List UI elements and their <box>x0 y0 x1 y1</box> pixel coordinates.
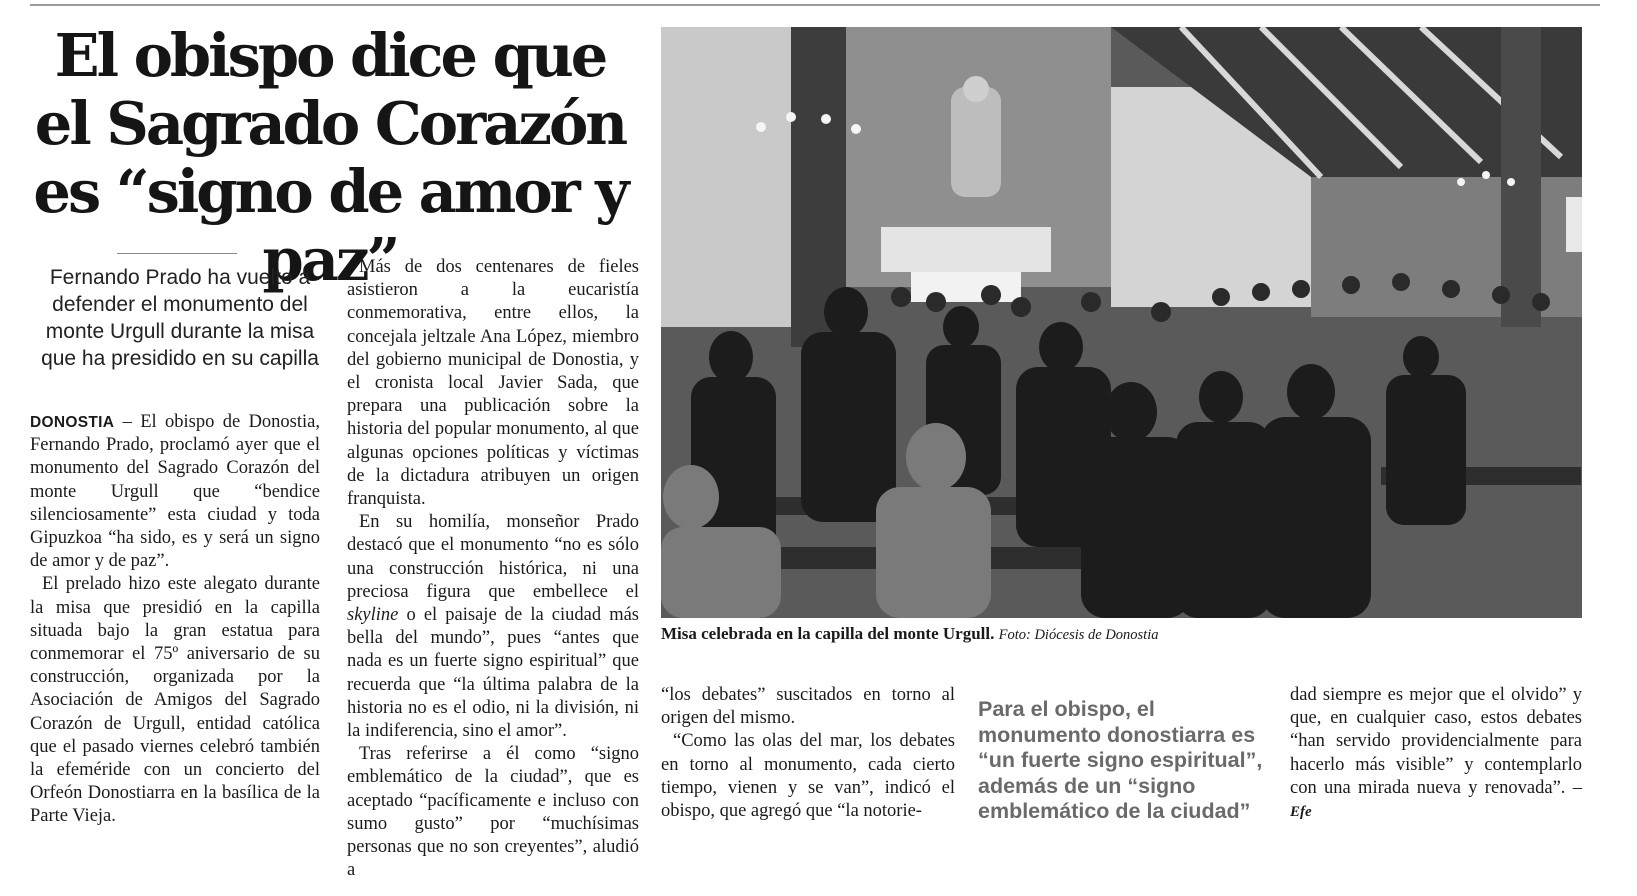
body-column-2 <box>347 256 639 882</box>
closing-text: dad siempre es mejor que el olvido” y que, en cualquier caso, estos debates “han servido providencialmente para hacerlo más visible” y contemplarlo con una mirada nueva y renovada”. – <box>1290 685 1582 798</box>
photo-credit: Foto: Diócesis de Donostia <box>998 627 1159 643</box>
paragraph <box>1290 684 1582 824</box>
paragraph <box>347 511 639 743</box>
photo-illustration <box>661 27 1582 618</box>
agency-signature: Efe <box>1290 804 1312 821</box>
church-photo <box>661 27 1582 618</box>
paragraph: Tras referirse a él como “signo emblemático de la ciudad”, que es aceptado “pacíficamente e incluso con sumo gusto” por “muchísimas personas que no son creyentes”, aludió a <box>347 744 639 881</box>
headline: El obispo dice que el Sagrado Corazón es “signo de amor y paz” <box>33 21 627 294</box>
text-run: En su homilía, monseñor Prado destacó que el monumento “no es sólo una construcción histórica, ni una preciosa figura que embellece el <box>347 512 639 602</box>
pull-quote: Para el obispo, el monumento donostiarra es “un fuerte signo espiritual”, además de un “signo emblemático de la ciudad” <box>978 697 1263 823</box>
body-column-5 <box>1290 684 1582 824</box>
lead-text: – El obispo de Donostia, Fernando Prado, proclamó ayer que el monumento del Sagrado Corazón del monte Urgull que “bendice silenciosamente” esta ciudad y toda Gipuzkoa “ha sido, es y será un signo de amor y de paz”. <box>30 412 320 572</box>
paragraph: “los debates” suscitados en torno al origen del mismo. <box>661 685 955 729</box>
body-column-3 <box>661 684 955 823</box>
lead-paragraph <box>30 411 320 573</box>
dateline: DONOSTIA <box>30 414 115 431</box>
paragraph: Más de dos centenares de fieles asistieron a la eucaristía conmemorativa, entre ellos, la concejala jeltzale Ana López, miembro del gobierno municipal de Donostia, y el cronista local Javier Sada, que prepara una publicación sobre la historia del popular monumento, al que algunas opciones políticas y víctimas de la dictadura atribuyen un origen franquista. <box>347 257 639 510</box>
caption-text: Misa celebrada en la capilla del monte Urgull. <box>661 624 995 643</box>
text-run: o el paisaje de la ciudad más bella del mundo”, pues “antes que nada es un fuerte signo espiritual” que recuerda que “la última palabra de la historia no es el odio, ni la división, ni la indiferencia, sino el amor”. <box>347 605 639 742</box>
subtitle-separator <box>117 253 237 254</box>
subtitle: Fernando Prado ha vuelto a defender el monumento del monte Urgull durante la misa que ha presidido en su capilla <box>41 266 319 370</box>
italic-word: skyline <box>347 605 399 626</box>
paragraph: “Como las olas del mar, los debates en torno al monumento, cada cierto tiempo, vienen y se van”, indicó el obispo, que agregó que “la notorie- <box>661 731 955 822</box>
body-column-1 <box>30 411 320 829</box>
paragraph: El prelado hizo este alegato durante la misa que presidió en la capilla situada bajo la gran estatua para conmemorar el 75º aniversario de su construcción, organizada por la Asociación de Amigos del Sagrado Corazón de Urgull, entidad católica que el pasado viernes celebró también la efeméride con un concierto del Orfeón Donostiarra en la basílica de la Parte Vieja. <box>30 574 320 827</box>
photo-caption <box>661 623 1582 646</box>
top-rule <box>30 4 1600 6</box>
